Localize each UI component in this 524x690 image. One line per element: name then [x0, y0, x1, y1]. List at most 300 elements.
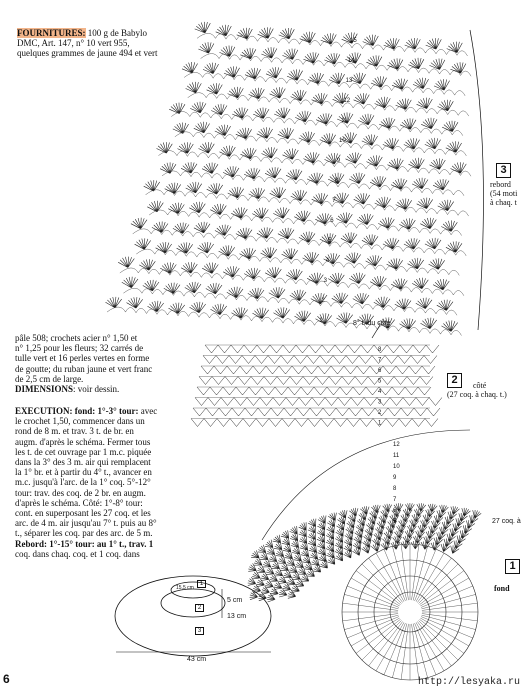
shell-stitch — [252, 571, 260, 579]
panel-2-label — [447, 381, 524, 399]
shell-stitch — [408, 58, 424, 69]
row-number: 7 — [378, 357, 382, 364]
shell-stitch — [231, 207, 247, 218]
shell-stitch — [262, 147, 278, 158]
shell-stitch — [278, 576, 286, 584]
chain-arc — [197, 33, 468, 56]
row-number: 5 — [378, 378, 382, 385]
shell-stitch — [275, 568, 283, 576]
shell-stitch — [341, 232, 357, 243]
shell-stitch — [276, 549, 284, 557]
shell-stitch — [244, 268, 260, 279]
shell-stitch — [279, 28, 295, 39]
shell-stitch — [387, 258, 403, 269]
shell-stitch — [278, 128, 294, 139]
shell-stitch — [169, 303, 185, 314]
chain-arc — [201, 54, 472, 77]
shell-stitch — [248, 577, 256, 585]
row-number: 2 — [378, 410, 382, 416]
shell-stitch — [181, 162, 197, 173]
shell-stitch — [438, 100, 454, 111]
shell-stitch — [378, 217, 394, 228]
shell-stitch — [258, 27, 274, 38]
shell-stitch — [308, 519, 316, 527]
shell-stitch — [257, 127, 273, 138]
shell-stitch — [169, 103, 185, 114]
shell-stitch — [421, 318, 437, 329]
shell-stitch — [301, 574, 309, 582]
shell-stitch — [261, 586, 269, 595]
panel-2-line: côté — [473, 381, 487, 390]
v-stitch-row — [203, 356, 437, 364]
shell-stitch — [189, 202, 205, 213]
shell-stitch — [269, 554, 277, 562]
shell-stitch — [441, 220, 457, 231]
row-number: 7 — [332, 198, 336, 204]
shell-stitch — [251, 550, 259, 558]
shell-stitch — [198, 42, 214, 53]
shell-stitch — [257, 565, 265, 573]
execution-heading-cont: : 1°-3° tour: — [92, 406, 139, 416]
shell-stitch — [433, 279, 449, 290]
row-number: 15 — [350, 38, 357, 44]
dimensions-text: : voir dessin. — [73, 384, 120, 395]
shell-stitch — [440, 505, 449, 513]
shell-stitch — [215, 225, 231, 236]
sketch-dim-inner: 15,5 cm — [176, 585, 194, 591]
shell-stitch — [258, 545, 266, 553]
shell-stitch — [270, 587, 278, 596]
row-number: 1 — [378, 420, 382, 427]
shell-stitch — [144, 180, 160, 191]
execution-line: le crochet 1,50, commencer dans un — [15, 416, 145, 427]
shell-stitch — [295, 560, 303, 568]
shell-stitch — [313, 564, 321, 572]
shell-stitch — [202, 263, 218, 274]
side-bottom-annotation: 27 coq. à — [492, 518, 521, 525]
sketch-crown — [161, 589, 225, 617]
panel-2-box: 2 — [447, 373, 462, 388]
shell-stitch — [282, 248, 298, 259]
shell-stitch — [270, 87, 286, 98]
execution-line: t., séparer les coq. par des arc. de 5 m. — [15, 528, 153, 539]
shell-stitch — [291, 190, 307, 201]
shell-stitch — [270, 187, 286, 198]
shell-stitch — [320, 560, 328, 568]
row-number: 3 — [378, 399, 382, 406]
shell-stitch — [429, 59, 445, 70]
side-top-annotation: 8° t. du côté — [353, 320, 391, 327]
shell-stitch — [292, 572, 300, 580]
shell-stitch — [260, 552, 268, 560]
execution-line: cont. en superposant les 27 coq. et les — [15, 508, 151, 519]
execution-line: dans la 3° des 3 m. air qui remplacent — [15, 457, 151, 468]
shell-stitch — [349, 173, 365, 184]
shell-stitch — [216, 25, 232, 36]
shell-stitch — [442, 320, 458, 331]
sketch-label-2: 2 — [195, 604, 204, 612]
shell-stitch — [283, 148, 299, 159]
shell-stitch — [316, 313, 332, 324]
materials-line: de goutte; du ruban jaune et vert franc — [15, 363, 153, 374]
shell-stitch — [312, 193, 328, 204]
shell-stitch — [272, 561, 280, 569]
shell-stitch — [207, 83, 223, 94]
shell-stitch — [283, 583, 291, 591]
row-number: 5 — [393, 519, 397, 525]
materials-line: tulle vert et 16 perles vertes en forme — [15, 353, 150, 364]
shell-stitch — [265, 540, 273, 548]
shell-stitch — [293, 553, 301, 561]
chain-arc — [175, 132, 467, 156]
shell-stitch — [291, 90, 307, 101]
execution-line: Rebord: 1°-15° tour: au 1° t., trav. 1 — [15, 538, 154, 549]
shell-stitch — [367, 155, 383, 166]
shell-stitch — [157, 142, 173, 153]
shell-stitch — [357, 214, 373, 225]
row-number: 1 — [319, 318, 323, 324]
shell-stitch — [182, 62, 198, 73]
panel-3-line: rebord — [490, 180, 511, 189]
row-number: 4 — [325, 258, 330, 264]
shell-stitch — [232, 307, 248, 318]
shell-stitch — [156, 242, 172, 253]
shell-stitch — [299, 522, 306, 530]
v-stitch-row — [195, 398, 442, 406]
shell-stitch — [438, 200, 454, 211]
shell-stitch — [383, 238, 399, 249]
shell-stitch — [274, 107, 290, 118]
shell-stitch — [270, 574, 278, 582]
fournitures-heading: FOURNITURES: — [17, 28, 86, 38]
sketch-label-1: 1 — [197, 580, 206, 588]
shell-stitch — [428, 504, 437, 512]
shell-stitch — [434, 79, 450, 90]
shell-stitch — [395, 299, 411, 310]
v-stitch-row — [193, 408, 440, 416]
execution-heading: EXECUTION: fond — [15, 406, 93, 416]
outline-line — [262, 430, 470, 540]
shell-stitch — [211, 104, 227, 115]
shell-stitch — [433, 179, 449, 190]
shell-stitch — [160, 162, 176, 173]
shell-stitch — [198, 242, 214, 253]
shell-stitch — [353, 293, 369, 304]
v-stitch-row — [191, 419, 438, 427]
shell-stitch — [195, 22, 211, 33]
shell-stitch — [388, 158, 404, 169]
shell-stitch — [349, 273, 365, 284]
chain-arc — [149, 210, 462, 236]
shell-stitch — [290, 526, 298, 534]
shell-stitch — [425, 138, 441, 149]
v-stitch-row — [199, 377, 433, 385]
shell-stitch — [206, 283, 222, 294]
shell-stitch — [253, 108, 269, 119]
v-stitch-row — [205, 345, 439, 353]
shell-stitch — [274, 542, 282, 550]
shell-stitch — [267, 547, 275, 555]
shell-stitch — [425, 238, 441, 249]
execution-line: la 1° br. et à partir du 4° t., avancer en — [15, 467, 152, 478]
shell-stitch — [307, 569, 315, 577]
execution-text — [15, 406, 185, 559]
shell-stitch — [345, 252, 361, 263]
shell-stitch — [354, 93, 370, 104]
shell-stitch — [303, 252, 319, 263]
shell-stitch — [185, 282, 201, 293]
row-number: 11 — [341, 118, 348, 124]
shell-stitch — [265, 580, 273, 588]
shell-stitch — [409, 158, 425, 169]
row-number: 8 — [378, 347, 382, 353]
shell-stitch — [135, 238, 151, 249]
shell-stitch — [358, 114, 374, 125]
shell-stitch — [210, 204, 226, 215]
shell-stitch — [287, 69, 303, 80]
shell-stitch — [257, 578, 265, 586]
panel-1-label — [494, 584, 510, 593]
row-number: 12 — [393, 442, 400, 448]
shell-stitch — [278, 228, 294, 239]
shell-stitch — [417, 198, 433, 209]
shell-stitch — [429, 258, 445, 269]
shell-stitch — [190, 102, 206, 113]
row-number: 12 — [343, 98, 351, 104]
row-number: 9 — [393, 475, 397, 481]
shell-stitch — [366, 55, 382, 66]
shell-stitch — [405, 503, 414, 511]
shell-stitch — [405, 38, 421, 49]
shell-stitch — [261, 47, 277, 58]
shell-stitch — [329, 73, 345, 84]
panel-3-label — [490, 180, 524, 207]
fournitures-text — [17, 28, 189, 59]
shell-stitch — [282, 537, 290, 545]
shell-stitch — [349, 508, 358, 516]
shell-stitch — [408, 258, 424, 269]
row-number: 2 — [321, 298, 325, 304]
shell-stitch — [437, 300, 453, 311]
shell-stitch — [346, 152, 362, 163]
fournitures-line3: quelques grammes de jaune 494 et vert — [17, 48, 158, 59]
shell-stitch — [315, 213, 331, 224]
shell-stitch — [202, 163, 218, 174]
shell-stitch — [396, 198, 412, 209]
execution-line: arc. de 4 m. air jusqu'au 7° t. puis au 8° — [15, 518, 157, 529]
shell-stitch — [228, 187, 244, 198]
shell-stitch — [332, 293, 348, 304]
shell-stitch — [194, 122, 210, 133]
fournitures-line2: DMC, Art. 147, n° 10 vert 955, — [17, 38, 130, 49]
shell-stitch — [186, 182, 202, 193]
row-number: 6 — [393, 508, 397, 514]
row-number: 11 — [393, 453, 400, 459]
shell-stitch — [181, 262, 197, 273]
row-number: 10 — [339, 138, 346, 144]
shell-stitch — [287, 577, 295, 585]
shell-stitch — [307, 273, 323, 284]
shell-stitch — [269, 287, 285, 298]
shell-stitch — [442, 121, 458, 132]
shell-stitch — [122, 277, 138, 288]
shell-stitch — [379, 118, 395, 129]
row-number: 6 — [330, 218, 334, 224]
shell-stitch — [199, 142, 215, 153]
shell-stitch — [296, 579, 304, 587]
shell-stitch — [304, 152, 320, 163]
row-number: 13 — [345, 78, 353, 84]
shell-stitch — [194, 222, 210, 233]
shell-stitch — [118, 257, 134, 268]
shell-stitch — [416, 298, 432, 309]
sketch-dim-13: 13 cm — [227, 613, 247, 620]
row-number: 5 — [328, 238, 332, 244]
shell-stitch — [215, 125, 231, 136]
shell-stitch — [266, 67, 282, 78]
execution-line: d'après le schéma. Côté: 1°-8° tour: — [15, 497, 143, 508]
shell-stitch — [248, 563, 256, 571]
shell-stitch — [236, 228, 252, 239]
panel-1-box: 1 — [505, 559, 520, 574]
shell-stitch — [426, 38, 442, 49]
chain-arc — [158, 151, 471, 177]
shell-stitch — [283, 570, 291, 578]
shell-stitch — [186, 82, 202, 93]
round-spokes — [342, 544, 478, 680]
shell-stitch — [430, 158, 446, 169]
shell-stitch — [244, 168, 260, 179]
shell-stitch — [311, 558, 319, 566]
execution-line: rond de 8 m. et trav. 3 t. de br. en — [15, 426, 134, 437]
chain-arc — [171, 112, 463, 136]
shell-stitch — [292, 546, 300, 554]
shell-stitch — [318, 516, 326, 524]
shell-stitch — [228, 87, 244, 98]
shell-stitch — [168, 203, 184, 214]
shell-stitch — [207, 183, 223, 194]
sketch-dim-5: 5 cm — [227, 597, 243, 604]
shell-stitch — [391, 279, 407, 290]
shell-stitch — [420, 218, 436, 229]
shell-stitch — [240, 248, 256, 259]
row-number: 4 — [378, 389, 382, 395]
shell-stitch — [278, 556, 286, 564]
shell-stitch — [412, 178, 428, 189]
shell-stitch — [298, 567, 306, 575]
sketch-dim-43: 43 cm — [187, 656, 207, 663]
shell-stitch — [363, 35, 379, 46]
shell-stitch — [261, 247, 277, 258]
shell-stitch — [288, 590, 296, 598]
shell-stitch — [285, 551, 293, 559]
panel-3-line: à chaq. t — [490, 198, 517, 207]
v-stitch-row — [201, 366, 435, 374]
row-number: 6 — [378, 368, 382, 374]
shell-stitch — [362, 234, 378, 245]
shell-stitch — [301, 549, 309, 557]
row-number: 9 — [336, 158, 341, 164]
page-number: 6 — [3, 672, 10, 686]
shell-stitch — [336, 212, 352, 223]
shell-stitch — [160, 262, 176, 273]
shell-stitch — [279, 589, 287, 598]
shell-stitch — [417, 503, 426, 511]
shell-stitch — [263, 559, 271, 567]
execution-line: m.c. jusqu'à l'arc. de la 1° coq. 5°-12° — [15, 477, 151, 488]
panel-1-line: fond — [494, 584, 510, 593]
shell-stitch — [366, 255, 382, 266]
execution-line: les t. de cet ouvrage par 1 m.c. piquée — [15, 446, 152, 457]
shell-stitch — [164, 283, 180, 294]
shell-stitch — [354, 193, 370, 204]
outline-line — [470, 30, 483, 330]
shell-stitch — [360, 506, 369, 514]
row-number: 10 — [393, 464, 400, 470]
shell-stitch — [227, 287, 243, 298]
shell-stitch — [127, 297, 143, 308]
shell-stitch — [273, 207, 289, 218]
execution-line: tour: trav. des coq. de 2 br. en augm. — [15, 487, 146, 498]
shell-stitch — [265, 267, 281, 278]
panel-2-line: (27 coq. à chaq. t.) — [447, 390, 507, 399]
panel-3-box: 3 — [496, 163, 511, 178]
shell-stitch — [289, 565, 297, 573]
shell-stitch — [261, 572, 269, 580]
execution-line: coq. dans chaq. coq. et 1 coq. dans — [15, 548, 140, 559]
shell-stitch — [302, 555, 310, 563]
execution-line: avec — [140, 406, 158, 416]
row-number: 8 — [334, 178, 338, 184]
dimensions-label: DIMENSIONS — [15, 384, 74, 395]
shell-stitch — [413, 78, 429, 89]
shell-stitch — [152, 222, 168, 233]
watermark: http://lesyaka.ru — [417, 677, 520, 688]
shell-stitch — [274, 581, 282, 589]
shell-stitch — [286, 269, 302, 280]
shell-stitch — [131, 218, 147, 229]
shell-stitch — [290, 290, 306, 301]
shell-stitch — [265, 167, 281, 178]
shell-stitch — [283, 544, 291, 552]
chain-arc — [107, 307, 462, 336]
shell-stitch — [211, 304, 227, 315]
shell-stitch — [139, 259, 155, 270]
shell-stitch — [362, 134, 378, 145]
shell-stitch — [280, 563, 288, 571]
shell-stitch — [281, 530, 289, 538]
sketch-label-3: 3 — [195, 627, 204, 635]
shell-stitch — [241, 148, 257, 159]
shell-stitch — [106, 297, 122, 308]
v-stitch-row — [197, 387, 431, 395]
materials-block — [15, 333, 185, 394]
execution-line: augm. d'après le schéma. Fermer tous — [15, 436, 151, 447]
shell-stitch — [266, 567, 274, 575]
shell-stitch — [412, 278, 428, 289]
shell-stitch — [257, 227, 273, 238]
shell-stitch — [421, 118, 437, 129]
materials-line: n° 1,25 pour les fleurs; 32 carrés de — [15, 343, 144, 354]
shell-stitch — [282, 49, 298, 60]
shell-stitch — [404, 138, 420, 149]
row-number: 7 — [393, 497, 397, 503]
shell-stitch — [287, 558, 295, 566]
fournitures-line1: 100 g de Babylo — [85, 28, 148, 38]
shell-stitch — [391, 178, 407, 189]
shell-stitch — [307, 173, 323, 184]
panel-3-line: (54 moti — [490, 189, 518, 198]
